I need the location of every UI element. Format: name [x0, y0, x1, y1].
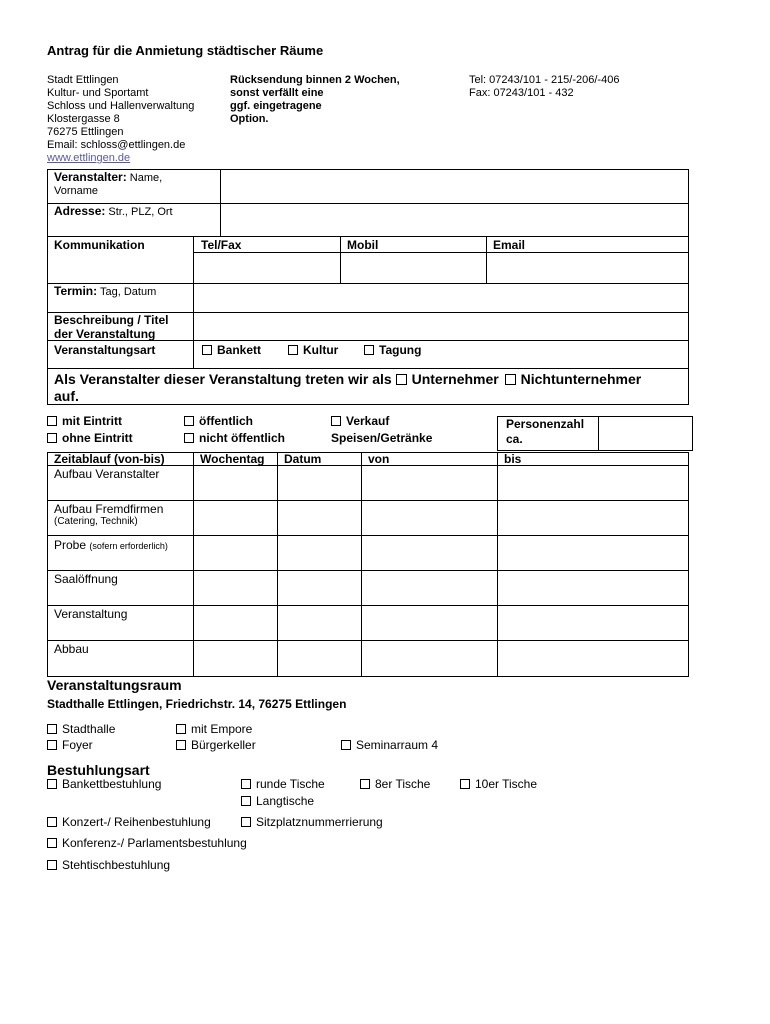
notice-line: Option.: [230, 113, 269, 125]
schedule-header-von: von: [368, 452, 390, 466]
mobil-header: Mobil: [347, 238, 379, 252]
veranstalter-label: Veranstalter: Name, Vorname: [54, 170, 163, 197]
oeffentlich-option[interactable]: öffentlich: [184, 414, 253, 428]
raum-heading: Veranstaltungsraum: [47, 677, 182, 693]
address-line: Schloss und Hallenverwaltung: [47, 100, 195, 112]
address-line: Stadt Ettlingen: [47, 74, 119, 86]
nichtunternehmer-checkbox[interactable]: [505, 374, 516, 385]
contact-tel: Tel: 07243/101 - 215/-206/-406: [469, 74, 620, 86]
beschreibung-input[interactable]: [194, 313, 688, 340]
telfax-header: Tel/Fax: [201, 238, 242, 252]
checkbox-icon[interactable]: [202, 345, 212, 355]
email-header: Email: [493, 238, 526, 252]
checkbox-icon[interactable]: [331, 416, 341, 426]
telfax-input[interactable]: [194, 253, 340, 283]
8er-tische-option[interactable]: 8er Tische: [360, 777, 430, 791]
foyer-option[interactable]: Foyer: [47, 738, 93, 752]
checkbox-icon[interactable]: [241, 779, 251, 789]
address-line: Kultur- und Sportamt: [47, 87, 149, 99]
schedule-row-label: Aufbau Fremdfirmen: [54, 502, 164, 516]
nicht-oeffentlich-option[interactable]: nicht öffentlich: [184, 431, 285, 445]
buergerkeller-option[interactable]: Bürgerkeller: [176, 738, 256, 752]
checkbox-icon[interactable]: [47, 838, 57, 848]
schedule-header-wochentag: Wochentag: [200, 452, 265, 466]
termin-input[interactable]: [194, 284, 688, 312]
checkbox-icon[interactable]: [47, 433, 57, 443]
stadthalle-option[interactable]: Stadthalle: [47, 722, 115, 736]
schedule-row-label: Abbau: [54, 642, 89, 656]
address-line: 76275 Ettlingen: [47, 126, 124, 138]
art-bankett-option[interactable]: Bankett: [202, 343, 261, 357]
checkbox-icon[interactable]: [341, 740, 351, 750]
bestuhlung-heading: Bestuhlungsart: [47, 762, 150, 778]
page-title: Antrag für die Anmietung städtischer Räume: [47, 43, 324, 58]
checkbox-icon[interactable]: [47, 724, 57, 734]
checkbox-icon[interactable]: [176, 740, 186, 750]
seminarraum-option[interactable]: Seminarraum 4: [341, 738, 438, 752]
beschreibung-label: Beschreibung / Titel der Veranstaltung: [54, 313, 169, 341]
konzert-option[interactable]: Konzert-/ Reihenbestuhlung: [47, 815, 211, 829]
schedule-header-bis: bis: [504, 452, 522, 466]
mit-eintritt-option[interactable]: mit Eintritt: [47, 414, 122, 428]
checkbox-icon[interactable]: [241, 796, 251, 806]
schedule-row-label: Probe (sofern erforderlich): [54, 538, 168, 552]
speisen-label: Speisen/Getränke: [331, 431, 433, 445]
checkbox-icon[interactable]: [241, 817, 251, 827]
checkbox-icon[interactable]: [460, 779, 470, 789]
address-line: Klostergasse 8: [47, 113, 120, 125]
checkbox-icon[interactable]: [184, 433, 194, 443]
checkbox-icon[interactable]: [176, 724, 186, 734]
bankettbestuhlung-option[interactable]: Bankettbestuhlung: [47, 777, 161, 791]
unternehmer-checkbox[interactable]: [396, 374, 407, 385]
stehtisch-option[interactable]: Stehtischbestuhlung: [47, 858, 170, 872]
veranstalter-input[interactable]: [221, 170, 688, 203]
personenzahl-label: Personenzahl ca.: [506, 417, 585, 446]
veranstaltungsart-label: Veranstaltungsart: [54, 343, 156, 357]
contact-block: [469, 74, 619, 100]
schedule-row-sublabel: (Catering, Technik): [54, 516, 138, 527]
veranstalter-status: Als Veranstalter dieser Veranstaltung treten wir als Unternehmer Nichtunternehmer auf.: [54, 371, 642, 404]
checkbox-icon[interactable]: [288, 345, 298, 355]
notice-line: ggf. eingetragene: [230, 100, 322, 112]
checkbox-icon[interactable]: [47, 740, 57, 750]
kommunikation-label: Kommunikation: [54, 238, 145, 252]
ohne-eintritt-option[interactable]: ohne Eintritt: [47, 431, 133, 445]
website-link[interactable]: www.ettlingen.de: [47, 152, 131, 164]
sitzplatz-option[interactable]: Sitzplatznummerrierung: [241, 815, 383, 829]
notice-line: sonst verfällt eine: [230, 87, 324, 99]
schedule-row-label: Aufbau Veranstalter: [54, 467, 160, 481]
adresse-label: Adresse: Str., PLZ, Ort: [54, 204, 173, 218]
notice-line: Rücksendung binnen 2 Wochen,: [230, 74, 400, 86]
schedule-row-label: Saalöffnung: [54, 572, 118, 586]
10er-tische-option[interactable]: 10er Tische: [460, 777, 537, 791]
schedule-header-datum: Datum: [284, 452, 322, 466]
raum-address: Stadthalle Ettlingen, Friedrichstr. 14, 76275 Ettlingen: [47, 697, 347, 711]
checkbox-icon[interactable]: [360, 779, 370, 789]
langtische-option[interactable]: Langtische: [241, 794, 314, 808]
mobil-input[interactable]: [341, 253, 486, 283]
verkauf-option[interactable]: Verkauf: [331, 414, 389, 428]
checkbox-icon[interactable]: [364, 345, 374, 355]
empore-option[interactable]: mit Empore: [176, 722, 252, 736]
return-notice: [230, 74, 400, 126]
schedule-header-zeitablauf: Zeitablauf (von-bis): [54, 452, 165, 466]
address-email: Email: schloss@ettlingen.de: [47, 139, 186, 151]
konferenz-option[interactable]: Konferenz-/ Parlamentsbestuhlung: [47, 836, 247, 850]
checkbox-icon[interactable]: [184, 416, 194, 426]
termin-label: Termin: Tag, Datum: [54, 284, 157, 298]
art-tagung-option[interactable]: Tagung: [364, 343, 421, 357]
checkbox-icon[interactable]: [47, 817, 57, 827]
adresse-input[interactable]: [221, 204, 688, 236]
schedule-row-label: Veranstaltung: [54, 607, 128, 621]
checkbox-icon[interactable]: [47, 779, 57, 789]
email-input[interactable]: [487, 253, 688, 283]
art-kultur-option[interactable]: Kultur: [288, 343, 338, 357]
address-block: [47, 74, 194, 165]
personenzahl-input[interactable]: [599, 417, 692, 450]
contact-fax: Fax: 07243/101 - 432: [469, 87, 574, 99]
checkbox-icon[interactable]: [47, 416, 57, 426]
checkbox-icon[interactable]: [47, 860, 57, 870]
runde-tische-option[interactable]: runde Tische: [241, 777, 325, 791]
